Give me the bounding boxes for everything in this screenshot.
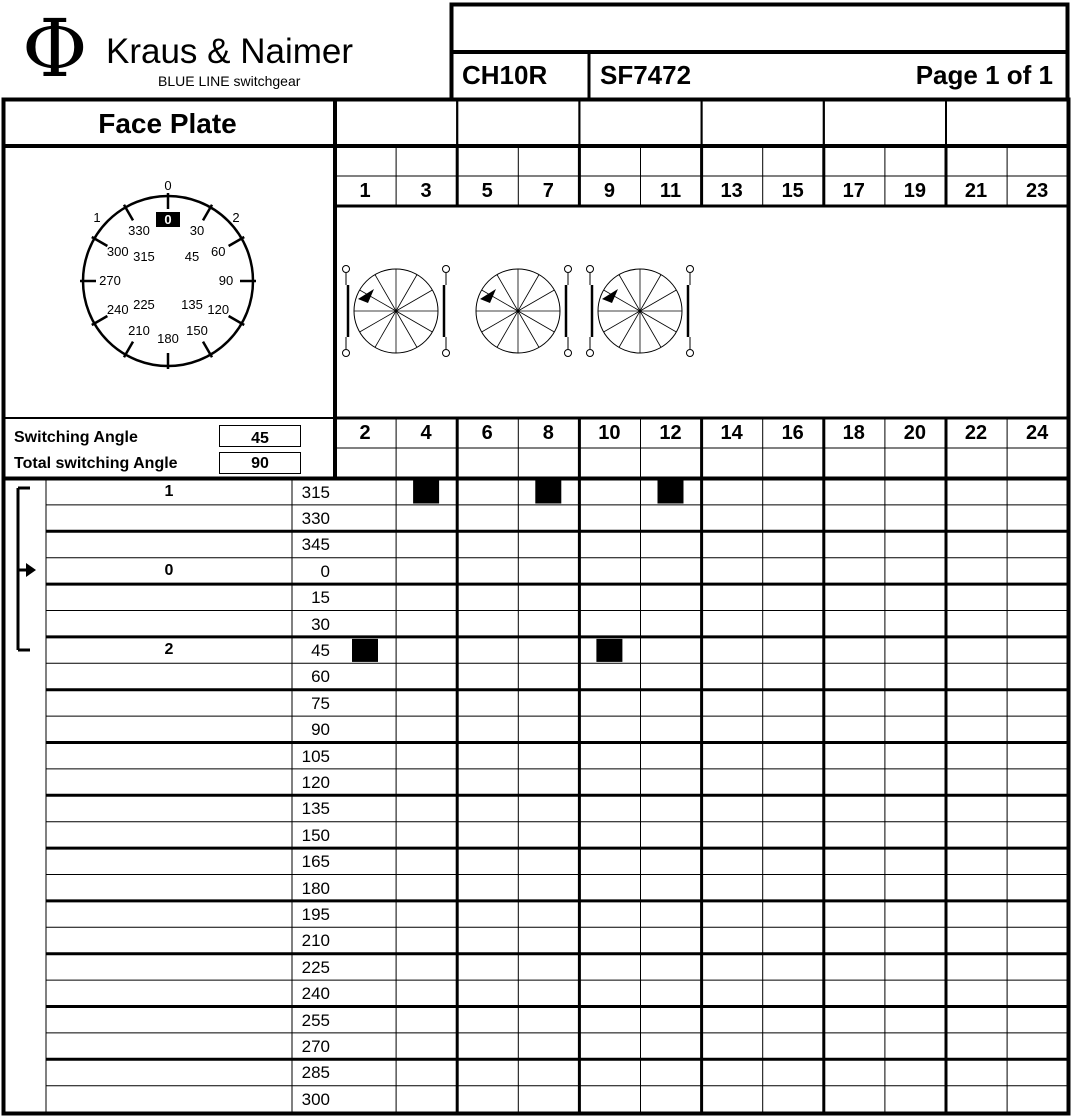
terminal-number-top: 11: [659, 180, 682, 202]
row-angle-label: 135: [301, 799, 330, 819]
terminal-number-bottom: 18: [842, 422, 865, 444]
row-angle-label: 0: [320, 561, 330, 581]
row-angle-label: 105: [301, 746, 330, 766]
contact-deck-2-terminal-top: [565, 266, 572, 273]
contact-deck-1-spoke: [396, 311, 417, 347]
switching-angle-value: 45: [219, 425, 301, 447]
terminal-number-top: 19: [903, 180, 927, 202]
closed-contact-marker: [596, 639, 622, 662]
drawing-number: SF7472: [600, 60, 692, 90]
dial-label: 120: [207, 302, 230, 317]
contact-deck-1-spoke: [375, 311, 396, 347]
row-angle-label: 285: [301, 1063, 330, 1083]
dial-label: 270: [99, 273, 121, 288]
terminal-number-bottom: 8: [542, 422, 554, 444]
dial-label: 150: [186, 323, 208, 339]
dial-circle: [83, 196, 253, 366]
contact-deck-1-spoke: [396, 311, 432, 332]
closed-contact-marker: [352, 639, 378, 662]
contact-deck-1-terminal-bottom: [343, 350, 350, 357]
dial-label: 225: [133, 297, 155, 313]
row-angle-label: 90: [311, 720, 330, 740]
contact-deck-1-terminal-top: [443, 266, 450, 273]
contact-deck-3-spoke: [640, 311, 661, 347]
closed-contact-marker: [535, 481, 561, 504]
contact-deck-2-spoke: [497, 275, 518, 311]
brand-name: Kraus & Naimer: [106, 32, 354, 71]
contact-deck-3-spoke: [619, 311, 640, 347]
terminal-number-top: 9: [603, 180, 615, 202]
contact-deck-3-terminal-bottom: [687, 350, 694, 357]
page-indicator: Page 1 of 1: [915, 60, 1053, 90]
terminal-number-bottom: 10: [598, 422, 621, 444]
contact-deck-3-spoke: [640, 290, 676, 311]
switching-angle-label: Switching Angle: [14, 429, 138, 446]
terminal-number-bottom: 16: [781, 422, 804, 444]
dial-position-label: 2: [232, 210, 240, 225]
row-angle-label: 45: [311, 640, 330, 660]
row-angle-label: 165: [301, 852, 330, 872]
terminal-number-bottom: 24: [1025, 422, 1049, 444]
terminal-number-bottom: 6: [481, 422, 493, 444]
dial-label: 210: [128, 323, 150, 339]
contact-deck-3-spoke: [619, 275, 640, 311]
contact-deck-3-spoke: [640, 311, 676, 332]
row-angle-label: 195: [301, 904, 330, 924]
contact-deck-2-spoke: [518, 311, 539, 347]
contact-deck-2-cam: [480, 289, 496, 303]
contact-deck-3-terminal-bottom: [587, 350, 594, 357]
dial-label: 315: [133, 248, 155, 264]
contact-deck-1-terminal-bottom: [443, 350, 450, 357]
row-angle-label: 300: [301, 1089, 330, 1109]
contact-deck-3-spoke: [604, 311, 640, 332]
terminal-number-bottom: 4: [420, 422, 432, 444]
face-plate-title: Face Plate: [98, 108, 237, 139]
terminal-number-top: 17: [842, 180, 865, 202]
row-angle-label: 30: [311, 614, 330, 634]
terminal-number-top: 13: [720, 180, 743, 202]
terminal-number-top: 3: [420, 180, 432, 202]
terminal-number-bottom: 14: [720, 422, 743, 444]
dial-position-label: 1: [93, 210, 101, 225]
terminal-number-bottom: 2: [359, 422, 371, 444]
contact-deck-2-spoke: [497, 311, 518, 347]
contact-deck-1-cam: [358, 289, 374, 303]
row-angle-label: 15: [311, 588, 330, 608]
contact-deck-2-terminal-bottom: [565, 350, 572, 357]
terminal-number-bottom: 12: [659, 422, 682, 444]
row-angle-label: 75: [311, 693, 330, 713]
dial-label: 90: [218, 273, 234, 288]
contact-deck-3-cam: [602, 289, 618, 303]
row-angle-label: 345: [301, 535, 330, 555]
contact-deck-3-terminal-top: [687, 266, 694, 273]
contact-deck-2-spoke: [482, 311, 518, 332]
terminal-number-bottom: 20: [903, 422, 927, 444]
terminal-number-top: 15: [781, 180, 804, 202]
contact-deck-1-spoke: [375, 275, 396, 311]
row-angle-label: 270: [301, 1036, 330, 1056]
closed-contact-marker: [413, 481, 439, 504]
terminal-number-bottom: 22: [964, 422, 988, 444]
dial-label: 45: [184, 248, 200, 264]
contact-deck-1-spoke: [360, 311, 396, 332]
dial-label: 300: [106, 244, 129, 259]
brand-tagline: BLUE LINE switchgear: [158, 73, 301, 89]
contact-deck-2-spoke: [518, 311, 554, 332]
contact-deck-1-spoke: [396, 275, 417, 311]
contact-deck-2-spoke: [518, 290, 554, 311]
total-switching-angle-value: 90: [219, 452, 301, 474]
row-angle-label: 330: [301, 508, 330, 528]
dial-label: 60: [210, 244, 226, 259]
total-switching-angle-label: Total switching Angle: [14, 455, 178, 472]
row-angle-label: 210: [301, 931, 330, 951]
contact-deck-1-spoke: [396, 290, 432, 311]
row-angle-label: 315: [301, 482, 330, 502]
closed-contact-marker: [658, 481, 684, 504]
terminal-number-top: 23: [1025, 180, 1049, 202]
row-angle-label: 240: [301, 984, 330, 1004]
dial-label: 240: [106, 302, 129, 317]
row-position-label: 1: [164, 482, 174, 500]
row-angle-label: 60: [311, 667, 330, 687]
row-position-label: 0: [164, 561, 174, 579]
contact-deck-2-spoke: [518, 275, 539, 311]
brand-logo-symbol: Φ: [22, 2, 88, 95]
terminal-number-top: 1: [359, 180, 371, 202]
dial-label: 180: [157, 331, 179, 346]
terminal-number-top: 21: [964, 180, 988, 202]
contact-deck-3-terminal-top: [587, 266, 594, 273]
contact-deck-3-spoke: [640, 275, 661, 311]
row-angle-label: 150: [301, 825, 330, 845]
row-angle-label: 255: [301, 1010, 330, 1030]
dial-label: 330: [128, 222, 150, 238]
terminal-number-top: 7: [542, 180, 554, 202]
row-position-label: 2: [164, 640, 174, 658]
model-number: CH10R: [462, 60, 548, 90]
outer-frame: [4, 100, 1069, 1114]
dial-position-label: 0: [164, 178, 172, 193]
row-angle-label: 120: [301, 772, 330, 792]
dial-label: 30: [189, 222, 205, 238]
dial-label-highlighted: 0: [156, 212, 180, 227]
row-angle-label: 225: [301, 957, 330, 977]
terminal-number-top: 5: [481, 180, 493, 202]
contact-deck-1-terminal-top: [343, 266, 350, 273]
row-angle-label: 180: [301, 878, 330, 898]
dial-label: 135: [181, 297, 203, 313]
